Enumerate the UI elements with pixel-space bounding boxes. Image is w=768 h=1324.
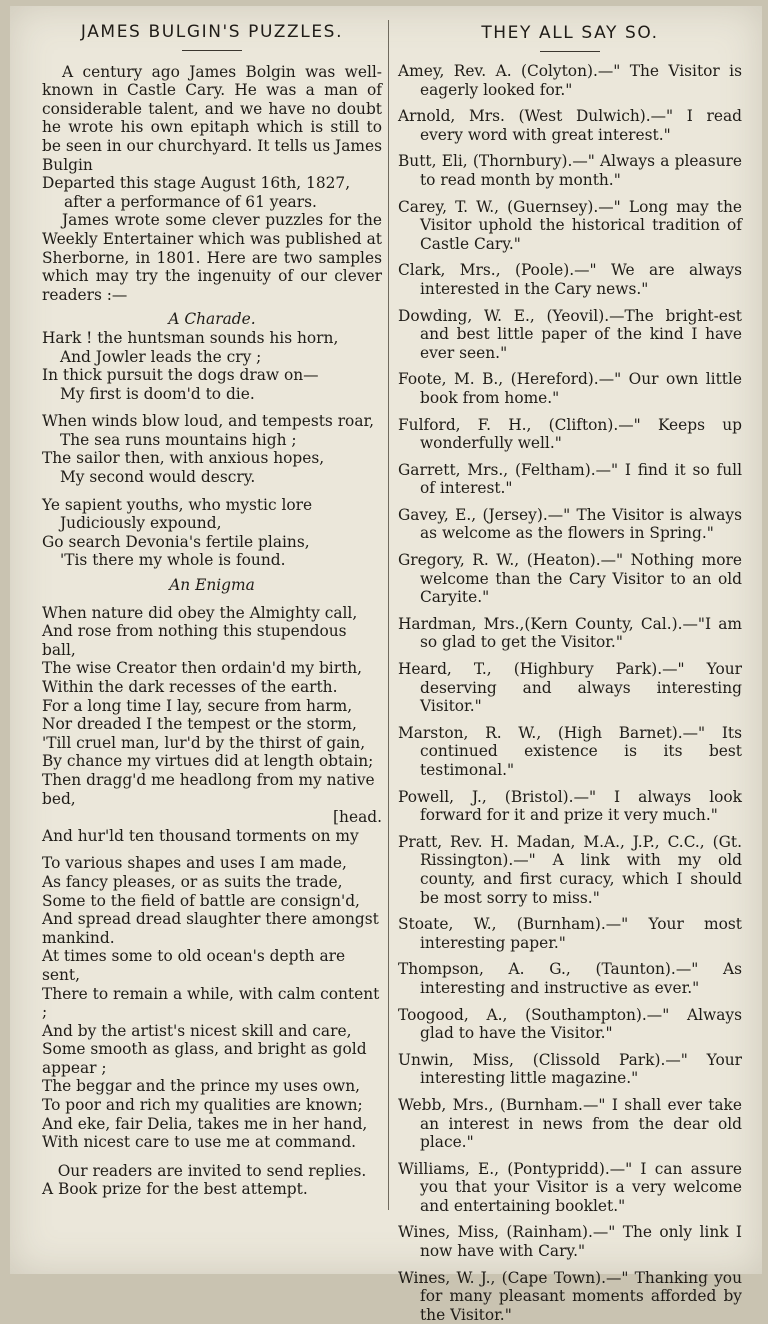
second-paragraph: James wrote some clever puzzles for the Weekly Entertainer which was published at Sherborne, in 1801. Here are two samples which may try the ingenuity of our clever readers :— <box>42 211 382 304</box>
testimonials-heading: THEY ALL SAY SO. <box>481 23 659 43</box>
epitaph <box>42 174 382 211</box>
verse-line: Nor dreaded I the tempest or the storm, <box>42 715 357 734</box>
verse-line: The sailor then, with anxious hopes, <box>42 449 325 468</box>
verse-line: There to remain a while, with calm content ; <box>42 984 380 1022</box>
epitaph-line: Departed this stage August 16th, 1827, <box>42 174 351 193</box>
testimonial-entry: Unwin, Miss, (Clissold Park).—" Your interesting little magazine." <box>398 1050 742 1088</box>
printed-page <box>10 6 762 1324</box>
verse-line: Judiciously expound, <box>60 514 222 533</box>
verse-line: And hur'ld ten thousand torments on my <box>42 826 359 845</box>
verse-line: Then dragg'd me headlong from my native bed, <box>42 770 375 808</box>
intro-paragraph: A century ago James Bolgin was well-known in Castle Cary. He was a man of considerable talent, and we have no doubt he wrote his own epitaph which is still to be seen in our churchyard. It tells us James Bulgin <box>42 62 382 174</box>
testimonial-entry: Toogood, A., (Southampton).—" Always glad to have the Visitor." <box>398 1005 742 1043</box>
verse-line: My second would descry. <box>60 468 256 487</box>
verse-line: And by the artist's nicest skill and care, <box>42 1021 352 1040</box>
heading-rule <box>182 50 242 51</box>
testimonial-entry: Clark, Mrs., (Poole).—" We are always interested in the Cary news." <box>398 261 742 298</box>
testimonials-column <box>398 6 742 1324</box>
verse-line: In thick pursuit the dogs draw on— <box>42 366 319 385</box>
testimonial-entry: Powell, J., (Bristol).—" I always look forward for it and prize it very much." <box>398 787 742 825</box>
verse-line: To poor and rich my qualities are known; <box>42 1096 363 1115</box>
testimonial-entry: Thompson, A. G., (Taunton).—" As interesting and instructive as ever." <box>398 960 742 997</box>
testimonial-entry: Arnold, Mrs. (West Dulwich).—" I read every word with great interest." <box>398 107 742 144</box>
verse-line: 'Till cruel man, lur'd by the thirst of gain, <box>42 733 366 752</box>
verse-line: The beggar and the prince my uses own, <box>42 1077 360 1096</box>
testimonial-entry: Williams, E., (Pontypridd).—" I can assure you that your Visitor is a very welcome and entertaining booklet." <box>398 1159 742 1215</box>
testimonial-entry: Fulford, F. H., (Clifton).—" Keeps up wonderfully well." <box>398 415 742 453</box>
enigma-title: An Enigma <box>169 576 255 595</box>
testimonial-entry: Pratt, Rev. H. Madan, M.A., J.P., C.C., (Gt. Rissington).—" A link with my old county, and first curacy, which I should be most sorry to miss." <box>398 832 742 907</box>
verse-line: And eke, fair Delia, takes me in her hand, <box>42 1114 368 1133</box>
verse-line: [head. <box>333 808 382 827</box>
charade-stanza <box>42 412 382 486</box>
testimonial-entry: Garrett, Mrs., (Feltham).—" I find it so full of interest." <box>398 460 742 498</box>
verse-line: My first is doom'd to die. <box>60 384 255 403</box>
testimonial-entry: Stoate, W., (Burnham).—" Your most interesting paper." <box>398 915 742 952</box>
closing-note <box>42 1162 382 1199</box>
verse-line: When winds blow loud, and tempests roar, <box>42 412 375 431</box>
verse-line: At times some to old ocean's depth are sent, <box>42 947 346 984</box>
closing-line: A Book prize for the best attempt. <box>42 1180 308 1199</box>
column-divider <box>388 20 389 1210</box>
verse-line: For a long time I lay, secure from harm, <box>42 696 353 715</box>
charade-stanza <box>42 329 382 403</box>
closing-line: Our readers are invited to send replies. <box>57 1161 367 1180</box>
verse-line: With nicest care to use me at command. <box>42 1133 357 1152</box>
verse-line: As fancy pleases, or as suits the trade, <box>42 872 343 891</box>
verse-line: Some smooth as glass, and bright as gold appear ; <box>42 1040 367 1077</box>
testimonial-entry: Amey, Rev. A. (Colyton).—" The Visitor is eagerly looked for." <box>398 62 742 99</box>
charade-title: A Charade. <box>168 310 256 329</box>
verse-line: 'Tis there my whole is found. <box>60 551 286 570</box>
puzzles-heading: JAMES BULGIN'S PUZZLES. <box>80 22 344 42</box>
verse-line: The wise Creator then ordain'd my birth, <box>42 659 363 678</box>
charade-poem <box>42 329 382 570</box>
verse-line: By chance my virtues did at length obtain; <box>42 752 374 771</box>
testimonial-entry: Wines, Miss, (Rainham).—" The only link I now have with Cary." <box>398 1223 742 1261</box>
verse-line: Hark ! the huntsman sounds his horn, <box>42 328 339 347</box>
puzzles-column <box>42 6 382 1199</box>
verse-line: Some to the field of battle are consign'd, <box>42 891 360 910</box>
epitaph-line: after a performance of 61 years. <box>64 192 317 211</box>
testimonial-entry: Hardman, Mrs.,(Kern County, Cal.).—"I am so glad to get the Visitor." <box>398 614 742 652</box>
testimonial-entry: Dowding, W. E., (Yeovil).—The bright-est and best little paper of the kind I have ever seen." <box>398 306 742 362</box>
testimonial-entry: Heard, T., (Highbury Park).—" Your deserving and always interesting Visitor." <box>398 660 742 716</box>
verse-line: And spread dread slaughter there amongst mankind. <box>42 910 379 947</box>
testimonial-entry: Gavey, E., (Jersey).—" The Visitor is always as welcome as the flowers in Spring." <box>398 505 742 543</box>
testimonial-entry: Webb, Mrs., (Burnham.—" I shall ever take an interest in news from the dear old place." <box>398 1095 742 1152</box>
verse-line: And Jowler leads the cry ; <box>60 347 262 366</box>
verse-line: Go search Devonia's fertile plains, <box>42 532 310 551</box>
verse-line: To various shapes and uses I am made, <box>42 854 347 873</box>
verse-line: When nature did obey the Almighty call, <box>42 603 358 622</box>
enigma-stanza <box>42 854 382 1152</box>
heading-rule <box>540 51 600 52</box>
testimonial-entry: Carey, T. W., (Guernsey).—" Long may the Visitor uphold the historical tradition of Castle Cary." <box>398 197 742 253</box>
verse-line: Within the dark recesses of the earth. <box>42 678 338 696</box>
testimonial-list <box>398 62 742 1324</box>
testimonial-entry: Gregory, R. W., (Heaton).—" Nothing more welcome than the Cary Visitor to an old Caryite." <box>398 551 742 607</box>
charade-stanza <box>42 496 382 570</box>
verse-line: And rose from nothing this stupendous ball, <box>42 622 347 659</box>
verse-line: The sea runs mountains high ; <box>60 430 297 449</box>
testimonial-entry: Foote, M. B., (Hereford).—" Our own little book from home." <box>398 370 742 407</box>
testimonial-entry: Butt, Eli, (Thornbury).—" Always a pleasure to read month by month." <box>398 152 742 189</box>
testimonial-entry: Marston, R. W., (High Barnet).—" Its continued existence is its best testimonal." <box>398 723 742 779</box>
testimonial-entry: Wines, W. J., (Cape Town).—" Thanking you for many pleasant moments afforded by the Visitor." <box>398 1268 742 1324</box>
verse-line: Ye sapient youths, who mystic lore <box>42 495 313 514</box>
enigma-stanza <box>42 604 382 846</box>
